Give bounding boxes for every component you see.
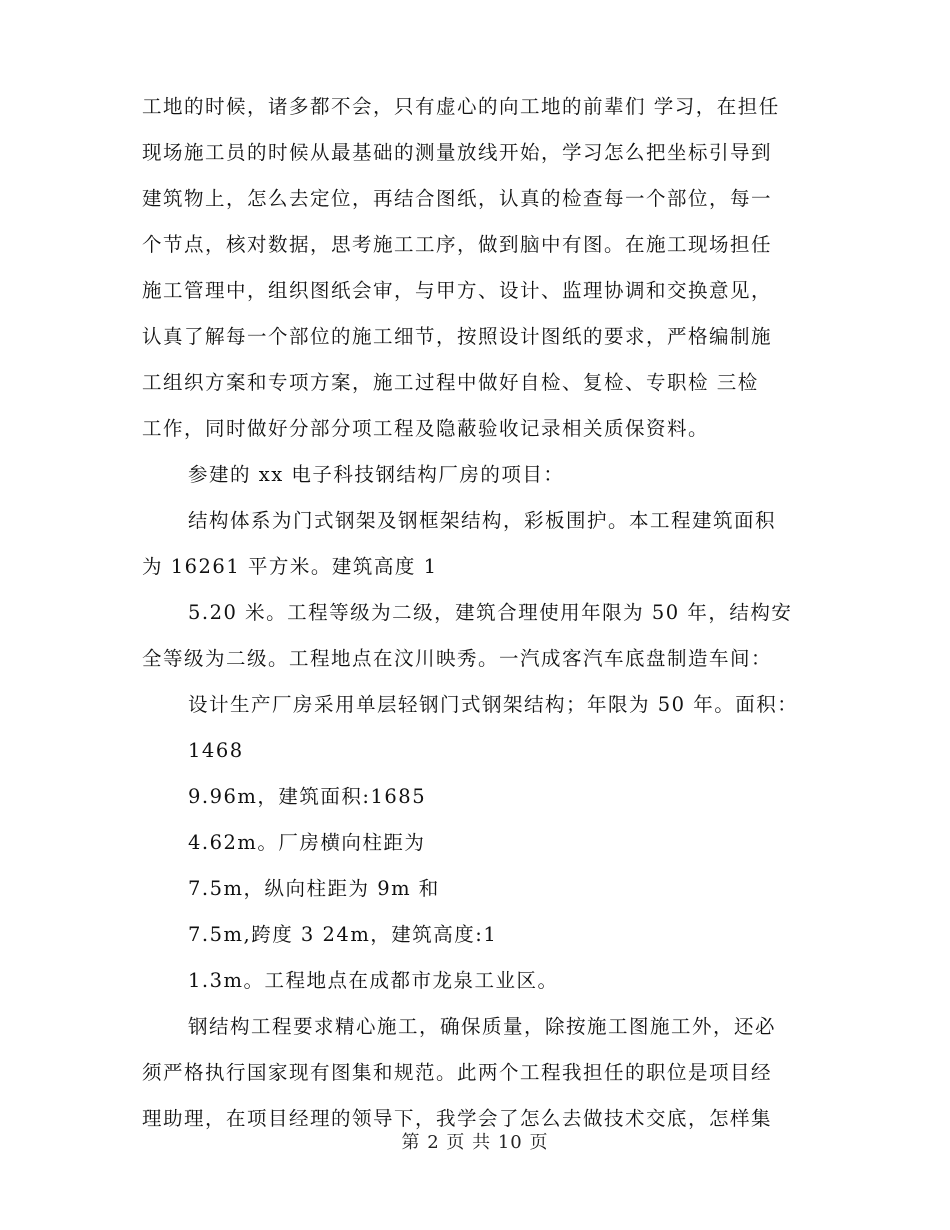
text-line: 须严格执行国家现有图集和规范。此两个工程我担任的职位是项目经	[142, 1061, 773, 1084]
text-line: 9.96m，建筑面积:1685	[188, 785, 427, 808]
text-line: 7.5m，纵向柱距为 9m 和	[188, 877, 440, 900]
text-line: 4.62m。厂房横向柱距为	[188, 831, 426, 854]
text-line: 施工管理中，组织图纸会审，与甲方、设计、监理协调和交换意见，	[142, 279, 773, 302]
text-line: 为 16261 平方米。建筑高度 1	[142, 555, 438, 578]
text-line: 7.5m,跨度 3 24m，建筑高度:1	[188, 923, 498, 946]
text-line: 建筑物上，怎么去定位，再结合图纸，认真的检查每一个部位，每一	[142, 187, 773, 210]
page-number-footer: 第 2 页 共 10 页	[401, 1132, 549, 1153]
text-line: 1468	[188, 739, 244, 762]
paragraph-heading: 参建的 xx 电子科技钢结构厂房的项目：	[188, 463, 565, 486]
text-line: 工组织方案和专项方案，施工过程中做好自检、复检、专职检 三检	[142, 371, 759, 394]
text-line: 现场施工员的时候从最基础的测量放线开始，学习怎么把坐标引导到	[142, 141, 773, 164]
text-line: 工地的时候，诸多都不会，只有虚心的向工地的前辈们 学习，在担任	[142, 95, 780, 118]
text-line: 结构体系为门式钢架及钢框架结构，彩板围护。本工程建筑面积	[188, 509, 777, 532]
text-line: 1.3m。工程地点在成都市龙泉工业区。	[188, 969, 559, 992]
text-line: 5.20 米。工程等级为二级，建筑合理使用年限为 50 年，结构安	[188, 601, 793, 624]
text-line: 认真了解每一个部位的施工细节，按照设计图纸的要求，严格编制施	[142, 325, 773, 348]
text-line: 个节点，核对数据，思考施工工序，做到脑中有图。在施工现场担任	[142, 233, 773, 256]
text-line: 理助理，在项目经理的领导下，我学会了怎么去做技术交底，怎样集	[142, 1107, 773, 1130]
body-text	[142, 84, 812, 1142]
text-line: 全等级为二级。工程地点在汶川映秀。一汽成客汽车底盘制造车间：	[142, 647, 773, 670]
text-line: 工作，同时做好分部分项工程及隐蔽验收记录相关质保资料。	[142, 417, 710, 440]
text-line: 设计生产厂房采用单层轻钢门式钢架结构；年限为 50 年。面积：	[188, 693, 799, 716]
text-line: 钢结构工程要求精心施工，确保质量，除按施工图施工外，还必	[188, 1015, 777, 1038]
